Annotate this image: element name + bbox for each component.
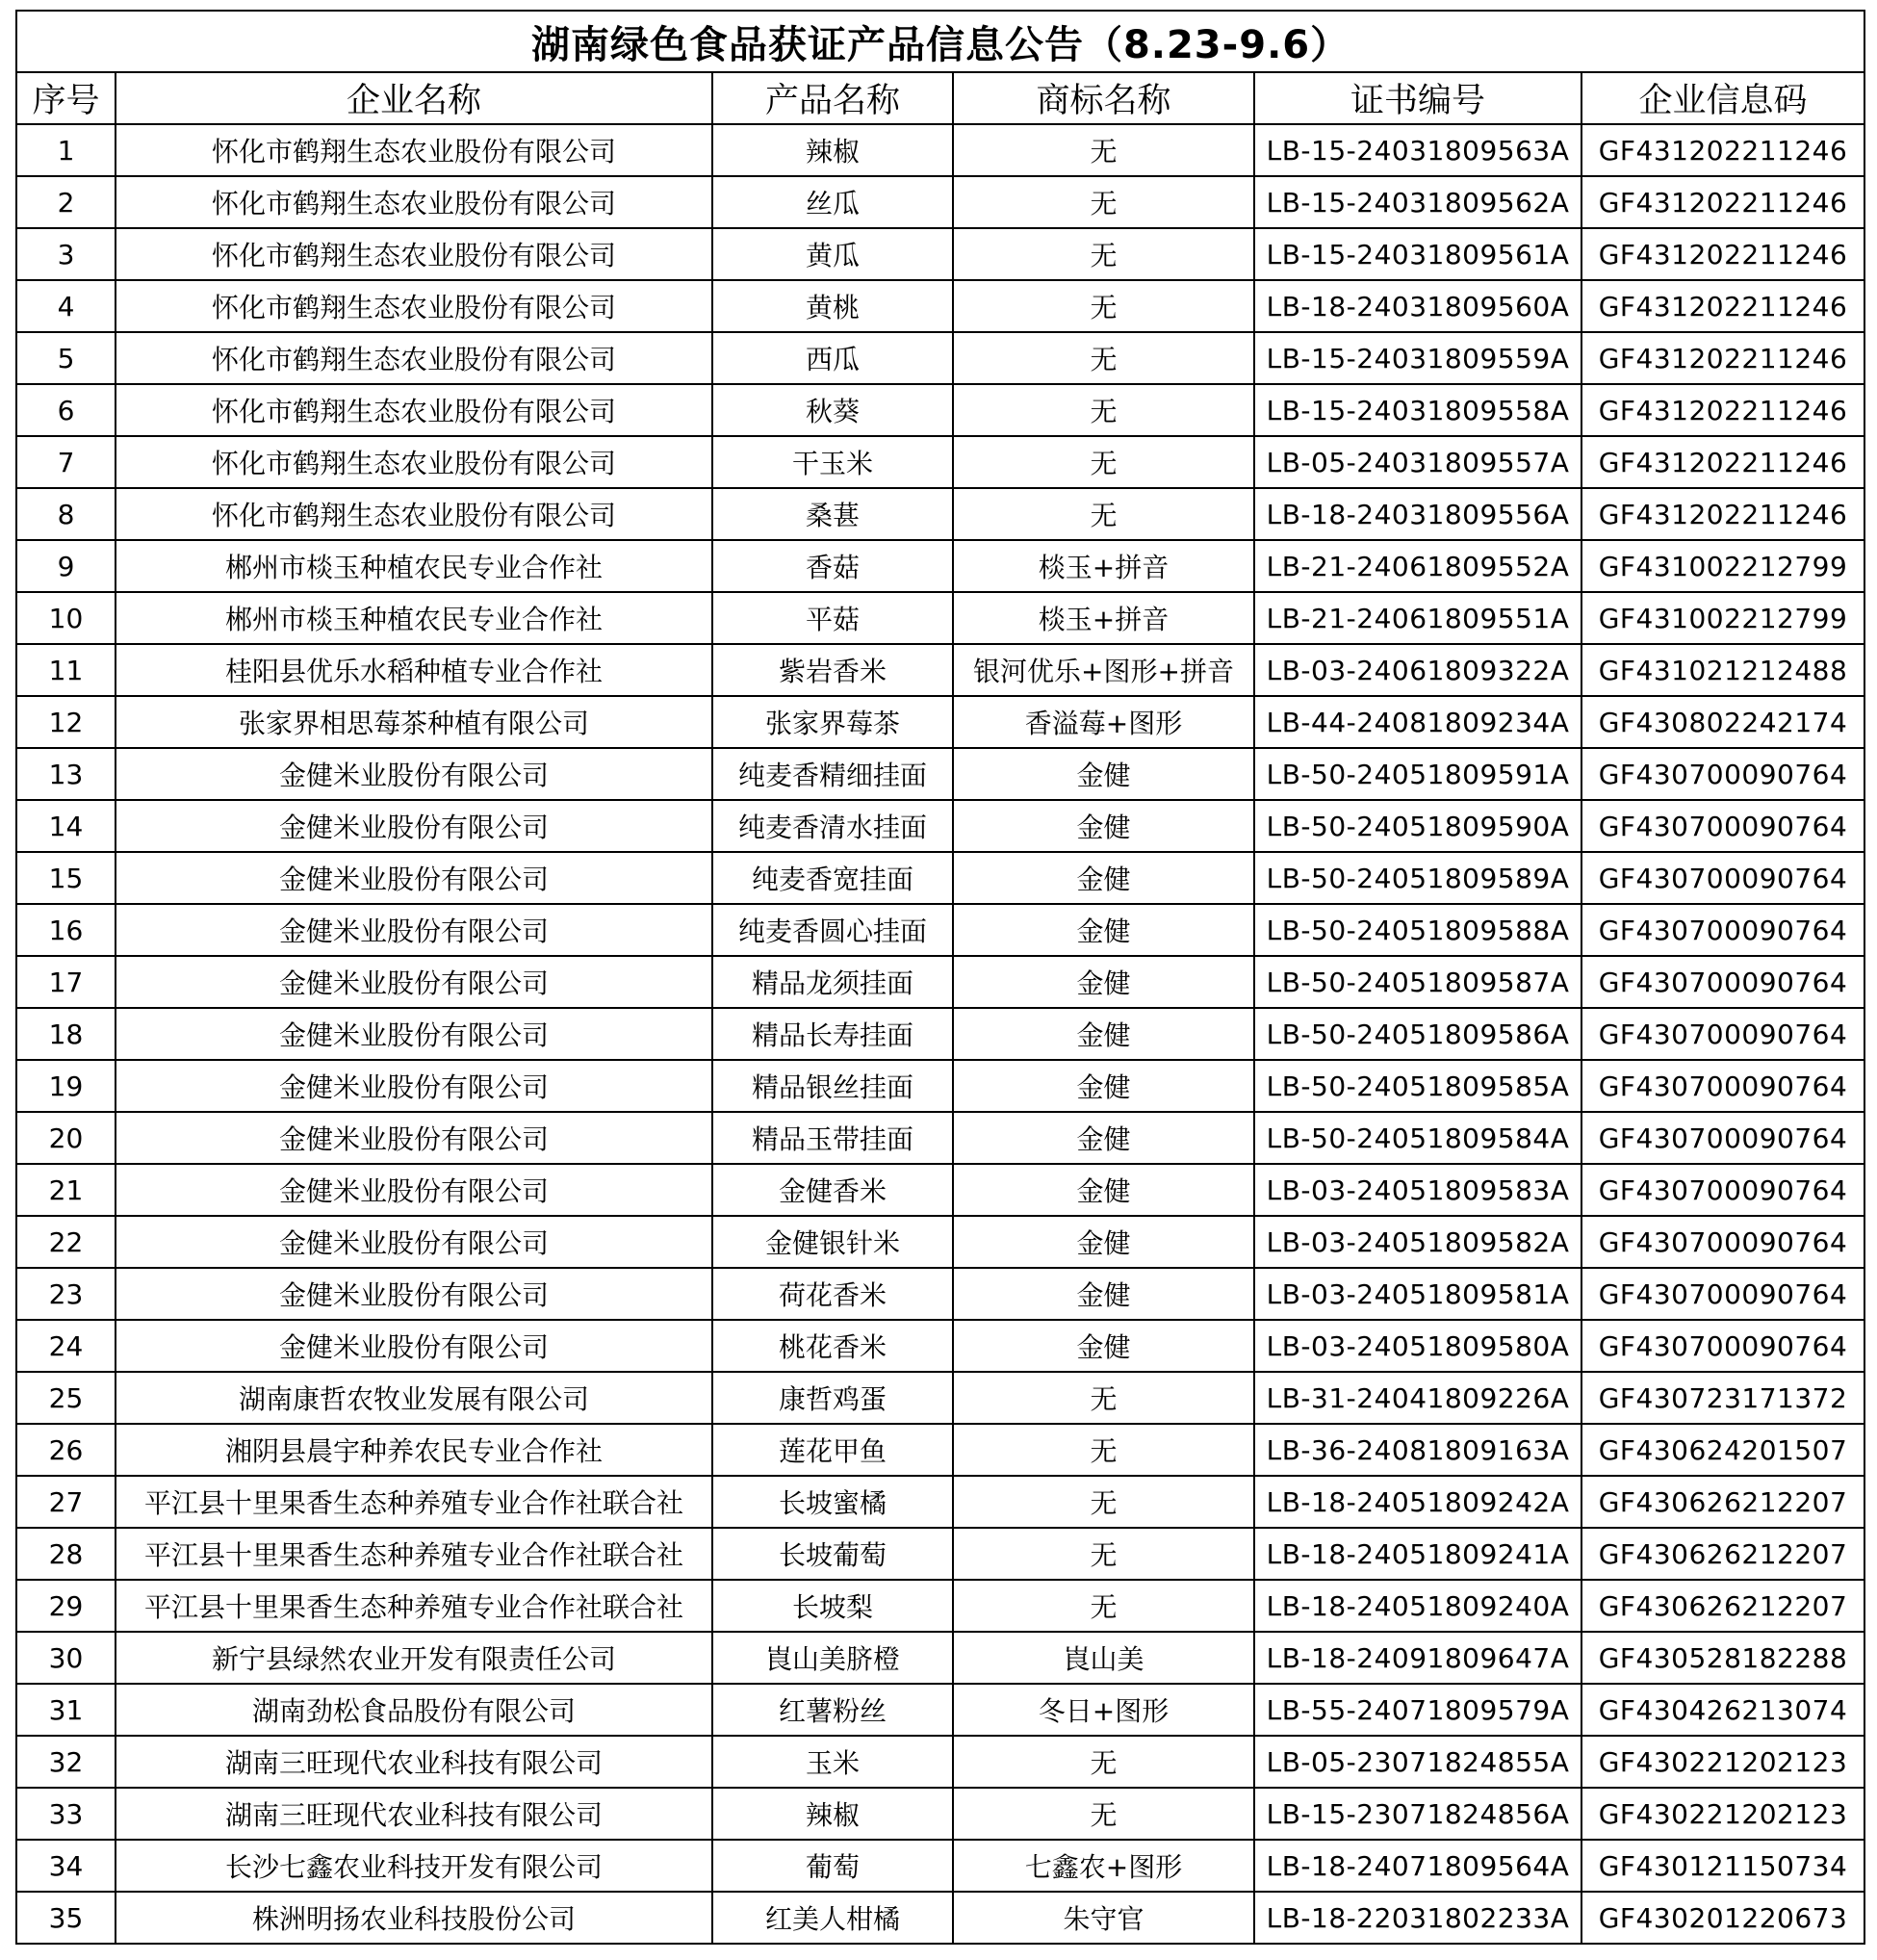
row-index-cell: 17 (16, 956, 116, 1008)
product-name-cell: 丝瓜 (712, 176, 953, 228)
row-index-cell: 25 (16, 1372, 116, 1424)
table-row (16, 332, 1864, 384)
product-name-cell: 黄桃 (712, 280, 953, 332)
table-row (16, 748, 1864, 800)
product-name-cell: 精品玉带挂面 (712, 1112, 953, 1164)
row-index-cell: 35 (16, 1892, 116, 1944)
company-name-cell: 怀化市鹤翔生态农业股份有限公司 (116, 280, 712, 332)
trademark-cell: 无 (953, 488, 1254, 540)
company-name-cell: 湘阴县晨宇种养农民专业合作社 (116, 1424, 712, 1476)
certificate-no-cell: LB-15-23071824856A (1254, 1788, 1581, 1840)
row-index-cell: 3 (16, 228, 116, 280)
company-name-cell: 金健米业股份有限公司 (116, 1320, 712, 1372)
row-index-cell: 16 (16, 904, 116, 956)
product-name-cell: 紫岩香米 (712, 644, 953, 696)
company-code-cell: GF430700090764 (1581, 956, 1864, 1008)
company-name-cell: 金健米业股份有限公司 (116, 800, 712, 852)
row-index-cell: 5 (16, 332, 116, 384)
company-code-cell: GF430221202123 (1581, 1736, 1864, 1788)
company-name-cell: 平江县十里果香生态种养殖专业合作社联合社 (116, 1476, 712, 1528)
company-code-cell: GF431202211246 (1581, 124, 1864, 176)
company-name-cell: 怀化市鹤翔生态农业股份有限公司 (116, 176, 712, 228)
company-code-cell: GF430700090764 (1581, 904, 1864, 956)
table-row (16, 540, 1864, 592)
table-row (16, 1840, 1864, 1892)
column-header-company: 企业名称 (116, 72, 712, 124)
certificate-no-cell: LB-50-24051809591A (1254, 748, 1581, 800)
table-title: 湖南绿色食品获证产品信息公告（8.23-9.6） (16, 11, 1864, 72)
trademark-cell: 香溢莓+图形 (953, 696, 1254, 748)
company-name-cell: 金健米业股份有限公司 (116, 1112, 712, 1164)
table-row (16, 1528, 1864, 1580)
trademark-cell: 无 (953, 1476, 1254, 1528)
table-row (16, 1268, 1864, 1320)
row-index-cell: 28 (16, 1528, 116, 1580)
row-index-cell: 30 (16, 1632, 116, 1684)
row-index-cell: 8 (16, 488, 116, 540)
product-name-cell: 葡萄 (712, 1840, 953, 1892)
trademark-cell: 金健 (953, 904, 1254, 956)
table-row (16, 1164, 1864, 1216)
company-name-cell: 金健米业股份有限公司 (116, 852, 712, 904)
column-header-index: 序号 (16, 72, 116, 124)
certificate-no-cell: LB-18-24091809647A (1254, 1632, 1581, 1684)
row-index-cell: 32 (16, 1736, 116, 1788)
trademark-cell: 无 (953, 1788, 1254, 1840)
certificate-no-cell: LB-03-24051809583A (1254, 1164, 1581, 1216)
company-code-cell: GF430723171372 (1581, 1372, 1864, 1424)
certificate-no-cell: LB-18-24051809241A (1254, 1528, 1581, 1580)
company-code-cell: GF430121150734 (1581, 1840, 1864, 1892)
announcement-sheet (15, 10, 1864, 1945)
row-index-cell: 12 (16, 696, 116, 748)
table-row (16, 1424, 1864, 1476)
product-name-cell: 张家界莓茶 (712, 696, 953, 748)
company-name-cell: 怀化市鹤翔生态农业股份有限公司 (116, 332, 712, 384)
company-code-cell: GF430802242174 (1581, 696, 1864, 748)
table-row (16, 176, 1864, 228)
product-name-cell: 纯麦香宽挂面 (712, 852, 953, 904)
company-code-cell: GF430201220673 (1581, 1892, 1864, 1944)
trademark-cell: 棪玉+拼音 (953, 540, 1254, 592)
company-name-cell: 平江县十里果香生态种养殖专业合作社联合社 (116, 1528, 712, 1580)
product-name-cell: 精品龙须挂面 (712, 956, 953, 1008)
trademark-cell: 冬日+图形 (953, 1684, 1254, 1736)
row-index-cell: 19 (16, 1060, 116, 1112)
trademark-cell: 金健 (953, 800, 1254, 852)
certificate-no-cell: LB-36-24081809163A (1254, 1424, 1581, 1476)
product-name-cell: 金健香米 (712, 1164, 953, 1216)
certificate-no-cell: LB-15-24031809563A (1254, 124, 1581, 176)
company-code-cell: GF431002212799 (1581, 592, 1864, 644)
company-code-cell: GF431202211246 (1581, 280, 1864, 332)
product-name-cell: 长坡梨 (712, 1580, 953, 1632)
company-code-cell: GF431202211246 (1581, 228, 1864, 280)
table-row (16, 1632, 1864, 1684)
row-index-cell: 2 (16, 176, 116, 228)
company-code-cell: GF430626212207 (1581, 1580, 1864, 1632)
trademark-cell: 金健 (953, 1164, 1254, 1216)
certificate-no-cell: LB-50-24051809586A (1254, 1008, 1581, 1060)
table-row (16, 1788, 1864, 1840)
product-name-cell: 纯麦香清水挂面 (712, 800, 953, 852)
product-name-cell: 长坡葡萄 (712, 1528, 953, 1580)
product-name-cell: 辣椒 (712, 124, 953, 176)
product-name-cell: 桃花香米 (712, 1320, 953, 1372)
table-body (16, 124, 1864, 1944)
row-index-cell: 13 (16, 748, 116, 800)
company-code-cell: GF430626212207 (1581, 1528, 1864, 1580)
table-row (16, 1060, 1864, 1112)
product-name-cell: 香菇 (712, 540, 953, 592)
company-code-cell: GF430528182288 (1581, 1632, 1864, 1684)
certificate-no-cell: LB-18-24031809556A (1254, 488, 1581, 540)
company-code-cell: GF430700090764 (1581, 1320, 1864, 1372)
certificate-no-cell: LB-03-24051809582A (1254, 1216, 1581, 1268)
table-row (16, 280, 1864, 332)
product-name-cell: 干玉米 (712, 436, 953, 488)
product-name-cell: 红美人柑橘 (712, 1892, 953, 1944)
column-header-company-code: 企业信息码 (1581, 72, 1864, 124)
company-name-cell: 怀化市鹤翔生态农业股份有限公司 (116, 436, 712, 488)
company-name-cell: 株洲明扬农业科技股份公司 (116, 1892, 712, 1944)
certificate-no-cell: LB-21-24061809552A (1254, 540, 1581, 592)
certificate-no-cell: LB-31-24041809226A (1254, 1372, 1581, 1424)
company-name-cell: 怀化市鹤翔生态农业股份有限公司 (116, 488, 712, 540)
company-name-cell: 金健米业股份有限公司 (116, 748, 712, 800)
table-row (16, 592, 1864, 644)
table-row (16, 800, 1864, 852)
trademark-cell: 朱守官 (953, 1892, 1254, 1944)
company-code-cell: GF430700090764 (1581, 852, 1864, 904)
certificate-no-cell: LB-15-24031809559A (1254, 332, 1581, 384)
trademark-cell: 无 (953, 280, 1254, 332)
company-name-cell: 怀化市鹤翔生态农业股份有限公司 (116, 228, 712, 280)
trademark-cell: 金健 (953, 956, 1254, 1008)
certificate-no-cell: LB-03-24051809581A (1254, 1268, 1581, 1320)
row-index-cell: 31 (16, 1684, 116, 1736)
row-index-cell: 1 (16, 124, 116, 176)
trademark-cell: 金健 (953, 1268, 1254, 1320)
table-row (16, 1892, 1864, 1944)
trademark-cell: 金健 (953, 748, 1254, 800)
certificate-no-cell: LB-50-24051809585A (1254, 1060, 1581, 1112)
certificate-no-cell: LB-15-24031809561A (1254, 228, 1581, 280)
row-index-cell: 15 (16, 852, 116, 904)
table-row (16, 644, 1864, 696)
company-code-cell: GF431202211246 (1581, 384, 1864, 436)
company-code-cell: GF431021212488 (1581, 644, 1864, 696)
company-code-cell: GF430700090764 (1581, 748, 1864, 800)
company-code-cell: GF430700090764 (1581, 1060, 1864, 1112)
table-row (16, 488, 1864, 540)
certificate-no-cell: LB-50-24051809584A (1254, 1112, 1581, 1164)
column-header-product: 产品名称 (712, 72, 953, 124)
company-code-cell: GF430221202123 (1581, 1788, 1864, 1840)
row-index-cell: 23 (16, 1268, 116, 1320)
trademark-cell: 金健 (953, 1320, 1254, 1372)
product-name-cell: 长坡蜜橘 (712, 1476, 953, 1528)
certificate-no-cell: LB-18-24051809240A (1254, 1580, 1581, 1632)
certificate-no-cell: LB-50-24051809590A (1254, 800, 1581, 852)
company-name-cell: 湖南三旺现代农业科技有限公司 (116, 1788, 712, 1840)
certificate-no-cell: LB-03-24051809580A (1254, 1320, 1581, 1372)
row-index-cell: 26 (16, 1424, 116, 1476)
company-code-cell: GF430624201507 (1581, 1424, 1864, 1476)
row-index-cell: 10 (16, 592, 116, 644)
table-row (16, 228, 1864, 280)
trademark-cell: 金健 (953, 852, 1254, 904)
company-name-cell: 金健米业股份有限公司 (116, 1008, 712, 1060)
trademark-cell: 无 (953, 436, 1254, 488)
trademark-cell: 无 (953, 1528, 1254, 1580)
company-name-cell: 郴州市棪玉种植农民专业合作社 (116, 592, 712, 644)
product-name-cell: 桑葚 (712, 488, 953, 540)
certificate-no-cell: LB-55-24071809579A (1254, 1684, 1581, 1736)
row-index-cell: 34 (16, 1840, 116, 1892)
certification-table (15, 10, 1865, 1945)
certificate-no-cell: LB-50-24051809589A (1254, 852, 1581, 904)
product-name-cell: 崀山美脐橙 (712, 1632, 953, 1684)
header-row (16, 72, 1864, 124)
certificate-no-cell: LB-05-24031809557A (1254, 436, 1581, 488)
company-name-cell: 湖南劲松食品股份有限公司 (116, 1684, 712, 1736)
product-name-cell: 纯麦香圆心挂面 (712, 904, 953, 956)
certificate-no-cell: LB-50-24051809587A (1254, 956, 1581, 1008)
table-row (16, 124, 1864, 176)
trademark-cell: 无 (953, 1580, 1254, 1632)
company-name-cell: 怀化市鹤翔生态农业股份有限公司 (116, 124, 712, 176)
company-name-cell: 平江县十里果香生态种养殖专业合作社联合社 (116, 1580, 712, 1632)
trademark-cell: 崀山美 (953, 1632, 1254, 1684)
company-name-cell: 长沙七鑫农业科技开发有限公司 (116, 1840, 712, 1892)
company-name-cell: 金健米业股份有限公司 (116, 1060, 712, 1112)
product-name-cell: 红薯粉丝 (712, 1684, 953, 1736)
column-header-certificate-no: 证书编号 (1254, 72, 1581, 124)
column-header-trademark: 商标名称 (953, 72, 1254, 124)
trademark-cell: 七鑫农+图形 (953, 1840, 1254, 1892)
product-name-cell: 金健银针米 (712, 1216, 953, 1268)
company-name-cell: 张家界相思莓茶种植有限公司 (116, 696, 712, 748)
table-row (16, 956, 1864, 1008)
product-name-cell: 黄瓜 (712, 228, 953, 280)
row-index-cell: 20 (16, 1112, 116, 1164)
certificate-no-cell: LB-18-24071809564A (1254, 1840, 1581, 1892)
table-row (16, 1476, 1864, 1528)
row-index-cell: 6 (16, 384, 116, 436)
company-code-cell: GF431202211246 (1581, 176, 1864, 228)
company-code-cell: GF431002212799 (1581, 540, 1864, 592)
table-row (16, 1580, 1864, 1632)
product-name-cell: 纯麦香精细挂面 (712, 748, 953, 800)
certificate-no-cell: LB-15-24031809558A (1254, 384, 1581, 436)
company-code-cell: GF430700090764 (1581, 800, 1864, 852)
company-name-cell: 湖南康哲农牧业发展有限公司 (116, 1372, 712, 1424)
company-name-cell: 金健米业股份有限公司 (116, 1268, 712, 1320)
company-code-cell: GF431202211246 (1581, 436, 1864, 488)
trademark-cell: 银河优乐+图形+拼音 (953, 644, 1254, 696)
certificate-no-cell: LB-21-24061809551A (1254, 592, 1581, 644)
product-name-cell: 康哲鸡蛋 (712, 1372, 953, 1424)
certificate-no-cell: LB-18-24051809242A (1254, 1476, 1581, 1528)
trademark-cell: 无 (953, 1736, 1254, 1788)
company-name-cell: 金健米业股份有限公司 (116, 1216, 712, 1268)
certificate-no-cell: LB-50-24051809588A (1254, 904, 1581, 956)
product-name-cell: 西瓜 (712, 332, 953, 384)
trademark-cell: 无 (953, 228, 1254, 280)
product-name-cell: 精品银丝挂面 (712, 1060, 953, 1112)
table-row (16, 1736, 1864, 1788)
trademark-cell: 无 (953, 384, 1254, 436)
trademark-cell: 无 (953, 1424, 1254, 1476)
table-row (16, 904, 1864, 956)
trademark-cell: 无 (953, 176, 1254, 228)
row-index-cell: 7 (16, 436, 116, 488)
company-code-cell: GF430700090764 (1581, 1164, 1864, 1216)
trademark-cell: 无 (953, 332, 1254, 384)
company-name-cell: 湖南三旺现代农业科技有限公司 (116, 1736, 712, 1788)
company-name-cell: 金健米业股份有限公司 (116, 904, 712, 956)
company-code-cell: GF430700090764 (1581, 1216, 1864, 1268)
trademark-cell: 无 (953, 1372, 1254, 1424)
row-index-cell: 14 (16, 800, 116, 852)
trademark-cell: 金健 (953, 1112, 1254, 1164)
table-row (16, 436, 1864, 488)
table-row (16, 1684, 1864, 1736)
company-code-cell: GF430700090764 (1581, 1268, 1864, 1320)
trademark-cell: 棪玉+拼音 (953, 592, 1254, 644)
table-row (16, 1372, 1864, 1424)
table-row (16, 1216, 1864, 1268)
table-row (16, 852, 1864, 904)
company-code-cell: GF430426213074 (1581, 1684, 1864, 1736)
company-code-cell: GF430626212207 (1581, 1476, 1864, 1528)
company-name-cell: 郴州市棪玉种植农民专业合作社 (116, 540, 712, 592)
row-index-cell: 24 (16, 1320, 116, 1372)
company-code-cell: GF430700090764 (1581, 1112, 1864, 1164)
product-name-cell: 平菇 (712, 592, 953, 644)
product-name-cell: 精品长寿挂面 (712, 1008, 953, 1060)
company-name-cell: 桂阳县优乐水稻种植专业合作社 (116, 644, 712, 696)
certificate-no-cell: LB-18-22031802233A (1254, 1892, 1581, 1944)
row-index-cell: 11 (16, 644, 116, 696)
table-row (16, 384, 1864, 436)
table-row (16, 696, 1864, 748)
certificate-no-cell: LB-44-24081809234A (1254, 696, 1581, 748)
table-row (16, 1112, 1864, 1164)
company-name-cell: 新宁县绿然农业开发有限责任公司 (116, 1632, 712, 1684)
company-code-cell: GF431202211246 (1581, 488, 1864, 540)
certificate-no-cell: LB-15-24031809562A (1254, 176, 1581, 228)
product-name-cell: 莲花甲鱼 (712, 1424, 953, 1476)
company-name-cell: 金健米业股份有限公司 (116, 1164, 712, 1216)
company-code-cell: GF430700090764 (1581, 1008, 1864, 1060)
certificate-no-cell: LB-05-23071824855A (1254, 1736, 1581, 1788)
company-code-cell: GF431202211246 (1581, 332, 1864, 384)
table-row (16, 1008, 1864, 1060)
row-index-cell: 9 (16, 540, 116, 592)
product-name-cell: 辣椒 (712, 1788, 953, 1840)
product-name-cell: 荷花香米 (712, 1268, 953, 1320)
product-name-cell: 玉米 (712, 1736, 953, 1788)
row-index-cell: 27 (16, 1476, 116, 1528)
trademark-cell: 无 (953, 124, 1254, 176)
product-name-cell: 秋葵 (712, 384, 953, 436)
certificate-no-cell: LB-18-24031809560A (1254, 280, 1581, 332)
row-index-cell: 18 (16, 1008, 116, 1060)
company-name-cell: 金健米业股份有限公司 (116, 956, 712, 1008)
company-name-cell: 怀化市鹤翔生态农业股份有限公司 (116, 384, 712, 436)
certificate-no-cell: LB-03-24061809322A (1254, 644, 1581, 696)
trademark-cell: 金健 (953, 1216, 1254, 1268)
row-index-cell: 4 (16, 280, 116, 332)
row-index-cell: 22 (16, 1216, 116, 1268)
row-index-cell: 21 (16, 1164, 116, 1216)
trademark-cell: 金健 (953, 1008, 1254, 1060)
row-index-cell: 33 (16, 1788, 116, 1840)
table-row (16, 1320, 1864, 1372)
trademark-cell: 金健 (953, 1060, 1254, 1112)
row-index-cell: 29 (16, 1580, 116, 1632)
